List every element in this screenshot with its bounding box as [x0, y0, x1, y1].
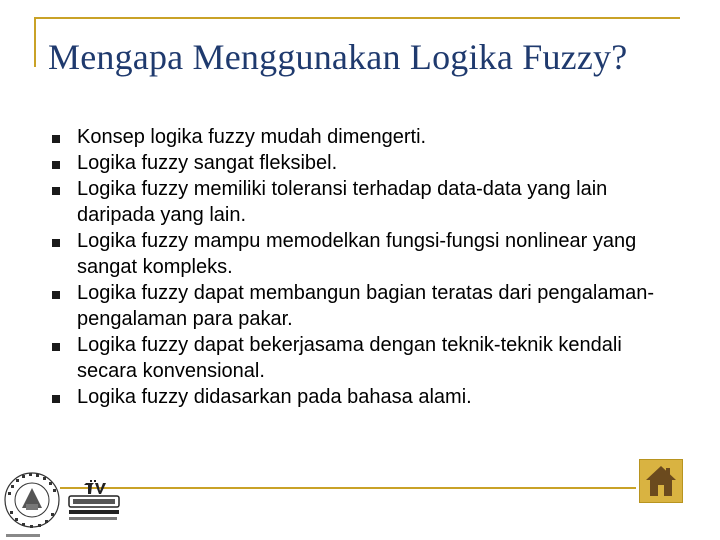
bullet-item: [48, 124, 688, 150]
bullet-text: Logika fuzzy dapat bekerjasama dengan teknik-teknik kendali secara konvensional.: [77, 334, 622, 382]
bullet-text: Konsep logika fuzzy mudah dimengerti.: [77, 126, 427, 148]
bullet-item: [48, 176, 688, 228]
bullet-item: [48, 150, 688, 176]
home-button[interactable]: [639, 459, 683, 503]
square-bullet-icon: [52, 239, 60, 247]
bullet-item: [48, 384, 688, 410]
square-bullet-icon: [52, 161, 60, 169]
tuv-certification-logo: [64, 480, 124, 524]
square-bullet-icon: [52, 395, 60, 403]
frame-top-line: [34, 17, 680, 19]
square-bullet-icon: [52, 291, 60, 299]
bullet-item: [48, 332, 688, 384]
frame-left-line: [34, 17, 36, 67]
bullet-text: Logika fuzzy didasarkan pada bahasa alami.: [77, 386, 472, 408]
square-bullet-icon: [52, 343, 60, 351]
slide-title: Mengapa Menggunakan Logika Fuzzy?: [48, 37, 628, 77]
bullet-text: Logika fuzzy mampu memodelkan fungsi-fungsi nonlinear yang sangat kompleks.: [77, 230, 637, 278]
bullet-text: Logika fuzzy memiliki toleransi terhadap data-data yang lain daripada yang lain.: [77, 178, 608, 226]
bullet-list: [48, 124, 688, 410]
bullet-item: [48, 280, 688, 332]
home-icon: [640, 460, 682, 502]
square-bullet-icon: [52, 187, 60, 195]
bullet-text: Logika fuzzy sangat fleksibel.: [77, 152, 338, 174]
university-seal-logo: [2, 468, 62, 540]
square-bullet-icon: [52, 135, 60, 143]
bullet-text: Logika fuzzy dapat membangun bagian teratas dari pengalaman-pengalaman para pakar.: [77, 282, 655, 330]
frame-bottom-line: [60, 487, 636, 489]
bullet-item: [48, 228, 688, 280]
